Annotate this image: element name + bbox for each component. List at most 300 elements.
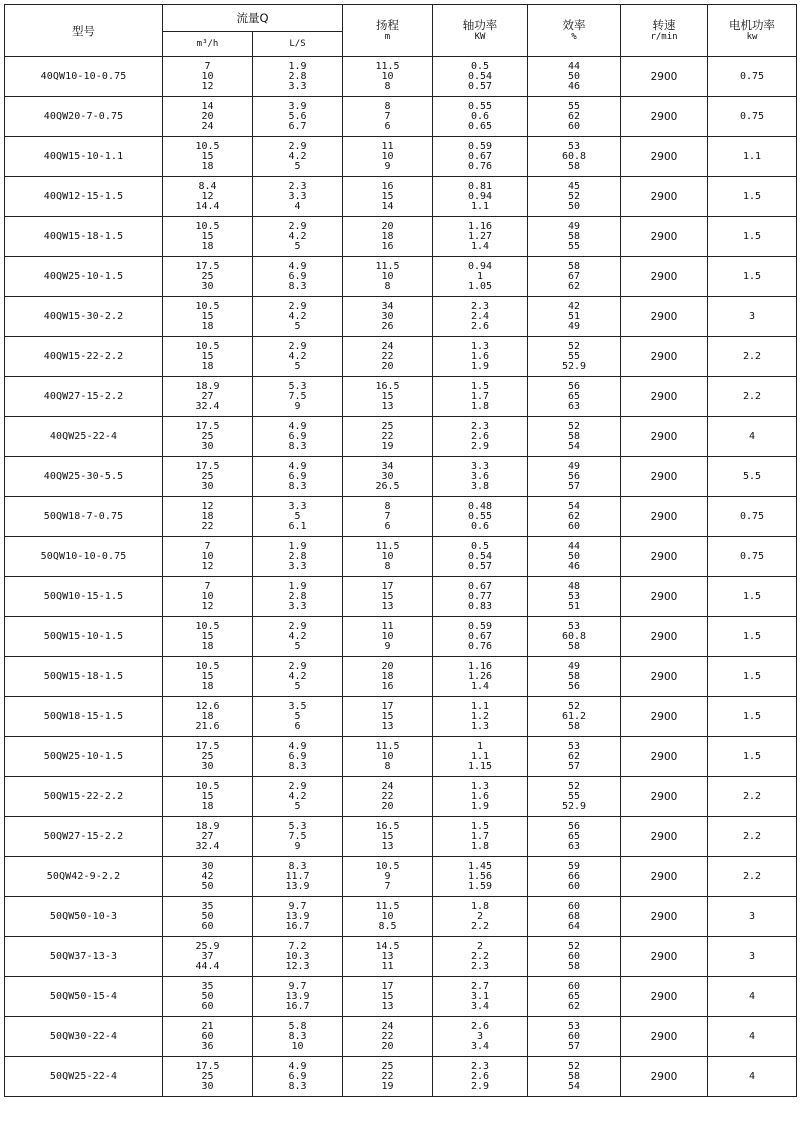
shaft-power-cell-value: 3.3 <box>470 460 490 472</box>
flow-m3h-cell-value: 10 <box>201 70 214 82</box>
efficiency-cell-value: 61.2 <box>561 710 587 722</box>
efficiency-header <box>528 5 621 57</box>
shaft-power-cell-value: 2.3 <box>470 960 490 972</box>
motor-power-cell: 0.75 <box>708 97 797 137</box>
shaft-power-cell <box>433 817 528 857</box>
table-row <box>5 257 797 297</box>
head-cell-value: 22 <box>381 790 394 802</box>
efficiency-cell-value: 55 <box>567 240 581 252</box>
shaft-power-cell <box>433 457 528 497</box>
speed-cell: 2900 <box>621 417 708 457</box>
shaft-power-cell-value: 0.57 <box>467 80 493 92</box>
motor-power-cell: 0.75 <box>708 497 797 537</box>
efficiency-cell-value: 51 <box>567 600 581 612</box>
efficiency-cell-value: 52 <box>567 780 581 792</box>
head-cell <box>343 657 433 697</box>
flow-m3h-cell-value: 42 <box>201 870 214 882</box>
speed-cell: 2900 <box>621 1017 708 1057</box>
pump-spec-table <box>4 4 797 1097</box>
efficiency-cell <box>528 137 621 177</box>
head-cell-value: 8 <box>384 760 391 772</box>
shaft-power-cell-value: 1.9 <box>470 800 490 812</box>
head-cell-value: 15 <box>381 710 394 722</box>
shaft-power-cell-value: 0.94 <box>467 190 493 202</box>
shaft-power-cell-value: 1.59 <box>467 880 493 892</box>
efficiency-cell-value: 50 <box>567 70 581 82</box>
flow-ls-cell-value: 2.9 <box>288 140 307 152</box>
efficiency-cell <box>528 617 621 657</box>
head-cell-value: 11.5 <box>375 740 400 752</box>
table-row <box>5 977 797 1017</box>
flow-ls-cell-value: 4.9 <box>288 420 307 432</box>
shaft-power-cell <box>433 657 528 697</box>
motor-power-cell: 1.5 <box>708 697 797 737</box>
efficiency-cell-value: 52 <box>567 700 581 712</box>
shaft-power-cell-value: 1.2 <box>470 710 490 722</box>
head-header-unit: m <box>384 32 391 42</box>
flow-ls-cell <box>253 857 343 897</box>
flow-ls-cell-value: 2.8 <box>288 590 307 602</box>
speed-cell: 2900 <box>621 577 708 617</box>
efficiency-cell <box>528 297 621 337</box>
speed-cell: 2900 <box>621 177 708 217</box>
flow-m3h-cell <box>163 577 253 617</box>
flow-ls-cell-value: 7.2 <box>288 940 307 952</box>
head-cell-value: 11 <box>381 140 394 152</box>
flow-m3h-cell-value: 30 <box>201 860 214 872</box>
shaft-power-cell-value: 2.6 <box>470 1020 490 1032</box>
efficiency-cell-value: 54 <box>567 500 581 512</box>
flow-m3h-cell <box>163 57 253 97</box>
flow-ls-cell-value: 4.9 <box>288 260 307 272</box>
shaft-power-cell-value: 1.05 <box>467 280 493 292</box>
model-header-label: 型号 <box>72 23 95 38</box>
efficiency-cell-value: 65 <box>567 990 581 1002</box>
flow-m3h-cell-value: 14 <box>201 100 214 112</box>
efficiency-cell <box>528 697 621 737</box>
efficiency-cell-value: 56 <box>567 680 581 692</box>
head-cell-value: 13 <box>381 720 394 732</box>
speed-cell: 2900 <box>621 617 708 657</box>
head-cell-value: 18 <box>381 230 394 242</box>
head-cell-value: 16.5 <box>375 380 400 392</box>
flow-m3h-cell <box>163 457 253 497</box>
head-cell <box>343 377 433 417</box>
flow-m3h-cell-value: 14.4 <box>195 200 220 212</box>
shaft-power-cell-value: 0.76 <box>467 160 493 172</box>
model-cell: 50QW30-22-4 <box>5 1017 163 1057</box>
flow-ls-cell-value: 13.9 <box>285 880 310 892</box>
flow-m3h-cell-value: 10.5 <box>195 220 220 232</box>
efficiency-cell <box>528 457 621 497</box>
motor-power-cell: 3 <box>708 937 797 977</box>
table-row <box>5 817 797 857</box>
flow-ls-cell-value: 9 <box>294 400 301 412</box>
efficiency-cell-value: 60 <box>567 120 581 132</box>
flow-ls-cell-value: 4.2 <box>288 310 307 322</box>
flow-ls-cell-value: 3.3 <box>288 80 307 92</box>
table-row <box>5 857 797 897</box>
head-cell <box>343 497 433 537</box>
flow-ls-cell <box>253 257 343 297</box>
efficiency-cell-value: 58 <box>567 670 581 682</box>
flow-m3h-cell-value: 50 <box>201 880 214 892</box>
efficiency-cell-value: 62 <box>567 110 581 122</box>
motor-power-header-unit: kw <box>746 32 758 42</box>
flow-ls-cell-value: 4.2 <box>288 150 307 162</box>
head-header-label: 扬程 <box>376 18 399 32</box>
speed-cell: 2900 <box>621 297 708 337</box>
flow-m3h-cell-value: 25 <box>201 1070 214 1082</box>
motor-power-cell: 4 <box>708 1057 797 1097</box>
table-row <box>5 1017 797 1057</box>
head-cell-value: 17 <box>381 700 394 712</box>
table-row <box>5 737 797 777</box>
speed-cell: 2900 <box>621 777 708 817</box>
speed-cell: 2900 <box>621 337 708 377</box>
efficiency-cell-value: 50 <box>567 550 581 562</box>
shaft-power-cell <box>433 137 528 177</box>
flow-ls-cell <box>253 537 343 577</box>
flow-header <box>163 5 343 32</box>
speed-cell: 2900 <box>621 137 708 177</box>
model-cell: 50QW15-10-1.5 <box>5 617 163 657</box>
flow-m3h-cell <box>163 977 253 1017</box>
head-cell-value: 10.5 <box>375 860 400 872</box>
shaft-power-cell-value: 2.2 <box>470 920 490 932</box>
efficiency-cell-value: 62 <box>567 750 581 762</box>
head-cell-value: 17 <box>381 580 394 592</box>
table-row <box>5 377 797 417</box>
efficiency-cell-value: 57 <box>567 760 581 772</box>
head-cell <box>343 537 433 577</box>
flow-ls-cell-value: 3.9 <box>288 100 307 112</box>
table-row <box>5 217 797 257</box>
flow-m3h-cell <box>163 657 253 697</box>
motor-power-cell: 1.5 <box>708 617 797 657</box>
speed-cell: 2900 <box>621 897 708 937</box>
shaft-power-cell <box>433 297 528 337</box>
efficiency-cell-value: 67 <box>567 270 581 282</box>
flow-ls-cell-value: 13.9 <box>285 910 310 922</box>
head-cell <box>343 817 433 857</box>
head-cell-value: 16.5 <box>375 820 400 832</box>
flow-m3h-cell-value: 35 <box>201 980 214 992</box>
shaft-power-cell-value: 1.5 <box>470 380 490 392</box>
table-row <box>5 177 797 217</box>
head-cell-value: 19 <box>381 1080 394 1092</box>
flow-ls-cell <box>253 657 343 697</box>
flow-m3h-cell <box>163 537 253 577</box>
efficiency-cell-value: 44 <box>567 540 581 552</box>
table-row <box>5 897 797 937</box>
head-cell-value: 8.5 <box>378 920 397 932</box>
efficiency-cell-value: 53 <box>567 740 581 752</box>
head-cell-value: 17 <box>381 980 394 992</box>
flow-ls-cell-value: 6 <box>294 720 301 732</box>
head-cell-value: 11.5 <box>375 900 400 912</box>
shaft-power-cell <box>433 217 528 257</box>
efficiency-cell-value: 46 <box>567 80 581 92</box>
model-cell: 50QW15-22-2.2 <box>5 777 163 817</box>
flow-m3h-cell-value: 50 <box>201 910 214 922</box>
flow-ls-cell <box>253 977 343 1017</box>
shaft-power-cell <box>433 777 528 817</box>
efficiency-cell <box>528 257 621 297</box>
flow-m3h-cell-value: 7 <box>204 580 211 592</box>
flow-m3h-unit: m³/h <box>196 38 219 49</box>
head-cell-value: 20 <box>381 1040 394 1052</box>
shaft-power-cell-value: 2 <box>476 910 484 922</box>
shaft-power-cell-value: 0.5 <box>470 540 490 552</box>
speed-cell: 2900 <box>621 937 708 977</box>
flow-ls-cell-value: 5 <box>294 240 301 252</box>
head-cell <box>343 937 433 977</box>
head-cell-value: 20 <box>381 800 394 812</box>
efficiency-cell-value: 65 <box>567 390 581 402</box>
shaft-power-cell-value: 0.76 <box>467 640 493 652</box>
flow-m3h-cell <box>163 1057 253 1097</box>
shaft-power-cell-value: 2.2 <box>470 950 490 962</box>
efficiency-cell-value: 60.8 <box>561 630 587 642</box>
shaft-power-cell-value: 0.77 <box>467 590 493 602</box>
head-cell <box>343 137 433 177</box>
flow-m3h-cell <box>163 257 253 297</box>
shaft-power-cell-value: 0.48 <box>467 500 493 512</box>
speed-cell: 2900 <box>621 257 708 297</box>
shaft-power-cell-value: 1.9 <box>470 360 490 372</box>
head-cell-value: 11.5 <box>375 60 400 72</box>
head-cell-value: 10 <box>381 270 394 282</box>
model-cell: 40QW12-15-1.5 <box>5 177 163 217</box>
shaft-power-cell-value: 0.94 <box>467 260 493 272</box>
head-cell-value: 6 <box>384 120 391 132</box>
flow-m3h-cell-value: 10 <box>201 550 214 562</box>
flow-m3h-cell-value: 25 <box>201 470 214 482</box>
shaft-power-cell-value: 1.6 <box>470 790 490 802</box>
head-cell <box>343 217 433 257</box>
speed-cell: 2900 <box>621 217 708 257</box>
efficiency-cell-value: 49 <box>567 220 581 232</box>
flow-ls-cell-value: 2.8 <box>288 550 307 562</box>
flow-ls-cell <box>253 737 343 777</box>
flow-ls-cell-value: 10 <box>291 1040 304 1052</box>
shaft-power-cell <box>433 337 528 377</box>
flow-m3h-cell <box>163 937 253 977</box>
table-header <box>5 5 797 57</box>
efficiency-cell-value: 58 <box>567 640 581 652</box>
head-cell-value: 15 <box>381 990 394 1002</box>
efficiency-header-unit: % <box>571 32 577 42</box>
flow-m3h-cell <box>163 497 253 537</box>
shaft-power-cell-value: 0.67 <box>467 630 493 642</box>
efficiency-cell-value: 58 <box>567 1070 581 1082</box>
model-cell: 40QW25-10-1.5 <box>5 257 163 297</box>
motor-power-header-label: 电机功率 <box>729 18 775 32</box>
model-cell: 40QW15-22-2.2 <box>5 337 163 377</box>
shaft-power-cell-value: 1.4 <box>470 680 490 692</box>
efficiency-cell <box>528 497 621 537</box>
motor-power-cell: 1.5 <box>708 737 797 777</box>
efficiency-cell-value: 50 <box>567 200 581 212</box>
flow-ls-cell-value: 9.7 <box>288 980 307 992</box>
flow-m3h-cell-value: 12 <box>201 500 214 512</box>
flow-ls-cell-value: 8.3 <box>288 1030 307 1042</box>
head-cell-value: 25 <box>381 420 394 432</box>
shaft-power-cell-value: 2.6 <box>470 430 490 442</box>
model-cell: 50QW50-15-4 <box>5 977 163 1017</box>
flow-m3h-cell-value: 32.4 <box>195 840 220 852</box>
shaft-power-cell-value: 1.15 <box>467 760 493 772</box>
flow-m3h-cell-value: 18 <box>201 160 214 172</box>
speed-header-label: 转速 <box>652 18 676 32</box>
efficiency-cell-value: 60 <box>567 980 581 992</box>
table-row <box>5 337 797 377</box>
efficiency-cell-value: 58 <box>567 260 581 272</box>
flow-m3h-cell-value: 35 <box>201 900 214 912</box>
efficiency-cell-value: 52 <box>567 340 581 352</box>
shaft-power-cell-value: 0.6 <box>470 110 490 122</box>
shaft-power-cell <box>433 1017 528 1057</box>
table-row <box>5 537 797 577</box>
efficiency-cell-value: 60 <box>567 900 581 912</box>
efficiency-cell-value: 64 <box>567 920 581 932</box>
flow-ls-cell-value: 5 <box>294 640 301 652</box>
flow-m3h-cell-value: 27 <box>201 830 214 842</box>
flow-ls-cell-value: 9.7 <box>288 900 307 912</box>
flow-m3h-cell-value: 12 <box>201 600 214 612</box>
table-row <box>5 137 797 177</box>
model-cell: 40QW15-18-1.5 <box>5 217 163 257</box>
efficiency-cell <box>528 657 621 697</box>
flow-m3h-cell-value: 25 <box>201 750 214 762</box>
flow-ls-cell-value: 6.9 <box>288 270 307 282</box>
shaft-power-cell-value: 3.8 <box>470 480 490 492</box>
flow-ls-cell-value: 5 <box>294 160 301 172</box>
flow-m3h-cell-value: 12 <box>201 560 214 572</box>
flow-ls-cell-value: 12.3 <box>285 960 310 972</box>
head-cell <box>343 57 433 97</box>
efficiency-cell <box>528 377 621 417</box>
flow-m3h-cell <box>163 897 253 937</box>
model-cell: 40QW15-10-1.1 <box>5 137 163 177</box>
speed-cell: 2900 <box>621 737 708 777</box>
flow-ls-cell-value: 6.1 <box>288 520 307 532</box>
flow-m3h-cell-value: 60 <box>201 1030 214 1042</box>
shaft-power-cell <box>433 737 528 777</box>
flow-m3h-cell-value: 18 <box>201 320 214 332</box>
head-cell-value: 25 <box>381 1060 394 1072</box>
flow-m3h-cell <box>163 177 253 217</box>
head-cell-value: 22 <box>381 350 394 362</box>
flow-m3h-cell-value: 44.4 <box>195 960 220 972</box>
shaft-power-header-unit: KW <box>474 32 486 42</box>
head-cell-value: 10 <box>381 910 394 922</box>
flow-m3h-cell-value: 27 <box>201 390 214 402</box>
head-cell-value: 15 <box>381 830 394 842</box>
efficiency-cell-value: 56 <box>567 470 581 482</box>
efficiency-cell-value: 55 <box>567 350 581 362</box>
efficiency-cell <box>528 577 621 617</box>
flow-ls-cell-value: 4.2 <box>288 670 307 682</box>
efficiency-cell-value: 53 <box>567 590 581 602</box>
efficiency-header-label: 效率 <box>562 18 586 32</box>
flow-m3h-cell <box>163 857 253 897</box>
flow-ls-cell-value: 9 <box>294 840 301 852</box>
flow-m3h-cell-value: 30 <box>201 480 214 492</box>
flow-ls-cell-value: 2.3 <box>288 180 307 192</box>
head-cell <box>343 337 433 377</box>
flow-m3h-cell <box>163 217 253 257</box>
shaft-power-cell-value: 1.1 <box>470 700 490 712</box>
flow-ls-cell-value: 8.3 <box>288 760 307 772</box>
head-cell-value: 16 <box>381 240 394 252</box>
table-row <box>5 657 797 697</box>
flow-ls-cell-value: 4 <box>294 200 301 212</box>
model-cell: 50QW10-10-0.75 <box>5 537 163 577</box>
efficiency-cell-value: 60 <box>567 520 581 532</box>
head-cell-value: 13 <box>381 950 394 962</box>
efficiency-cell-value: 45 <box>567 180 581 192</box>
speed-cell: 2900 <box>621 697 708 737</box>
shaft-power-cell-value: 2.6 <box>470 320 490 332</box>
flow-m3h-cell-value: 18 <box>201 680 214 692</box>
flow-m3h-cell <box>163 137 253 177</box>
flow-m3h-cell-value: 60 <box>201 1000 214 1012</box>
shaft-power-cell-value: 1.1 <box>470 750 490 762</box>
efficiency-cell-value: 48 <box>567 580 581 592</box>
motor-power-cell: 4 <box>708 417 797 457</box>
efficiency-cell <box>528 417 621 457</box>
motor-power-cell: 1.1 <box>708 137 797 177</box>
flow-m3h-cell-value: 18 <box>201 240 214 252</box>
efficiency-cell-value: 56 <box>567 820 581 832</box>
motor-power-cell: 2.2 <box>708 337 797 377</box>
shaft-power-cell-value: 2.7 <box>470 980 490 992</box>
flow-ls-cell-value: 5.3 <box>288 820 307 832</box>
shaft-power-cell-value: 1.26 <box>467 670 493 682</box>
table-row <box>5 1057 797 1097</box>
shaft-power-cell-value: 2 <box>476 940 484 952</box>
flow-ls-cell-value: 7.5 <box>288 390 307 402</box>
flow-m3h-cell-value: 18 <box>201 510 214 522</box>
motor-power-cell: 3 <box>708 897 797 937</box>
table-row <box>5 577 797 617</box>
head-cell <box>343 1017 433 1057</box>
efficiency-cell-value: 55 <box>567 790 581 802</box>
model-cell: 50QW10-15-1.5 <box>5 577 163 617</box>
head-cell-value: 9 <box>384 160 391 172</box>
flow-ls-cell-value: 13.9 <box>285 990 310 1002</box>
model-cell: 50QW42-9-2.2 <box>5 857 163 897</box>
head-cell-value: 10 <box>381 150 394 162</box>
efficiency-cell-value: 58 <box>567 230 581 242</box>
shaft-power-cell <box>433 1057 528 1097</box>
shaft-power-cell-value: 1.7 <box>470 830 490 842</box>
shaft-power-cell-value: 1.16 <box>467 220 493 232</box>
flow-m3h-cell-value: 15 <box>201 310 214 322</box>
speed-header <box>621 5 708 57</box>
flow-m3h-cell <box>163 297 253 337</box>
shaft-power-cell-value: 0.81 <box>467 180 493 192</box>
shaft-power-cell-value: 2.3 <box>470 300 490 312</box>
head-cell-value: 30 <box>381 470 394 482</box>
flow-ls-cell-value: 4.2 <box>288 350 307 362</box>
shaft-power-cell <box>433 977 528 1017</box>
head-cell-value: 24 <box>381 780 394 792</box>
flow-ls-cell <box>253 137 343 177</box>
flow-ls-cell <box>253 937 343 977</box>
